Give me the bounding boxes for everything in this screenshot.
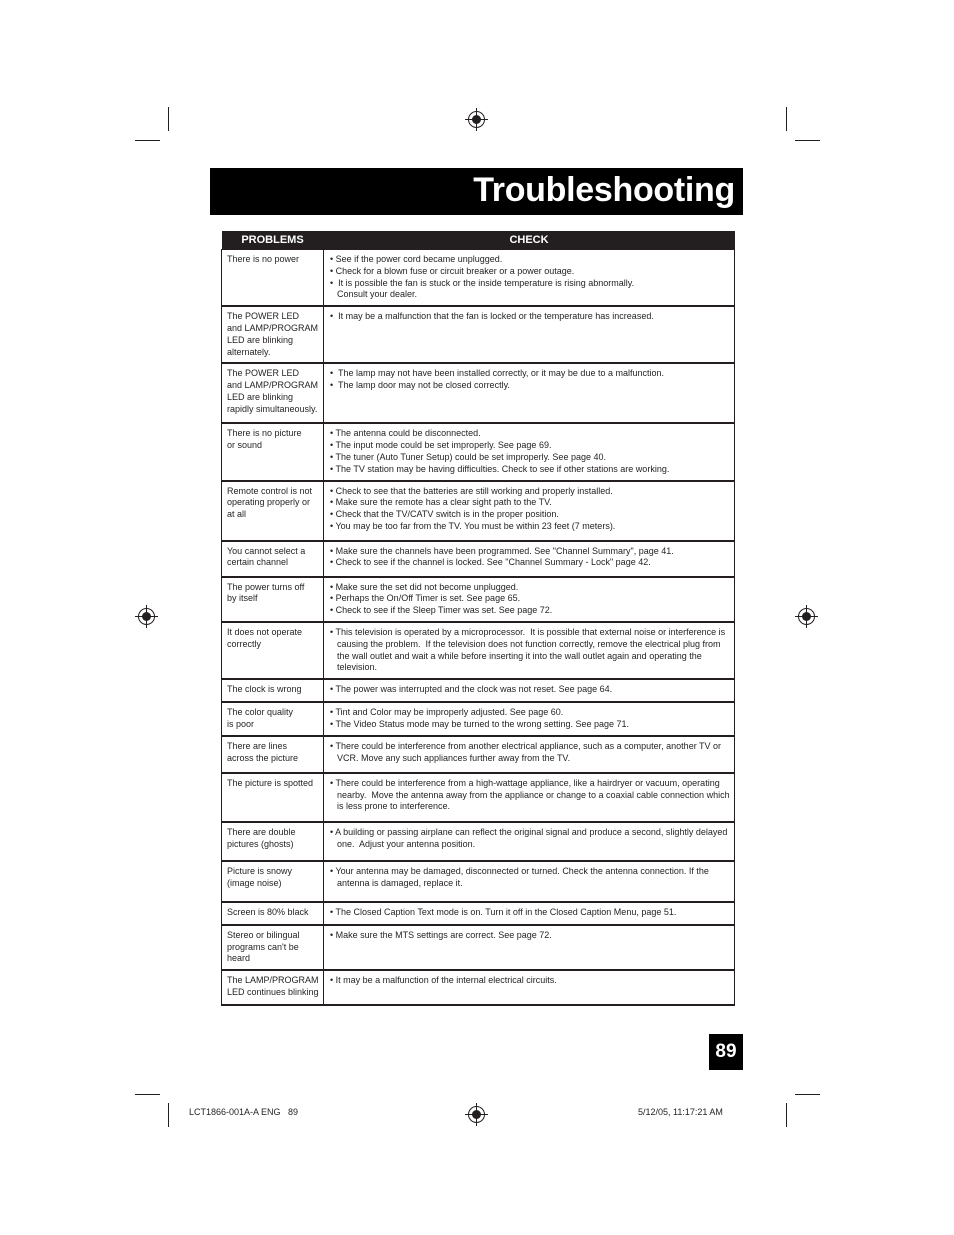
check-header: CHECK bbox=[324, 231, 735, 250]
problem-cell bbox=[222, 679, 324, 702]
problem-cell bbox=[222, 363, 324, 423]
check-cell bbox=[324, 861, 735, 902]
problem-text: Remote control is not operating properly or at all bbox=[227, 485, 313, 520]
check-item: • Make sure the remote has a clear sight path to the TV. bbox=[330, 497, 552, 508]
check-item: • The Video Status mode may be turned to the wrong setting. See page 71. bbox=[330, 718, 630, 729]
table-row bbox=[222, 970, 735, 1005]
problem-cell bbox=[222, 541, 324, 577]
table-row bbox=[222, 861, 735, 902]
registration-mark-icon bbox=[468, 1106, 485, 1123]
check-cell bbox=[324, 679, 735, 702]
crop-mark bbox=[786, 1103, 787, 1127]
problems-header: PROBLEMS bbox=[222, 231, 324, 250]
crop-mark bbox=[135, 140, 160, 141]
table-row bbox=[222, 481, 735, 541]
crop-mark bbox=[795, 140, 820, 141]
problem-text: The POWER LED and LAMP/PROGRAM LED are blinking alternately. bbox=[227, 311, 319, 357]
registration-mark-icon bbox=[468, 111, 485, 128]
check-item: • Check for a blown fuse or circuit breaker or a power outage. bbox=[330, 265, 575, 276]
check-item: • Make sure the set did not become unplugged. bbox=[330, 581, 519, 592]
check-item: • The Closed Caption Text mode is on. Turn it off in the Closed Caption Menu, page 51. bbox=[330, 906, 677, 917]
check-cell bbox=[324, 925, 735, 970]
check-item: • Make sure the MTS settings are correct. See page 72. bbox=[330, 929, 552, 940]
problem-cell bbox=[222, 822, 324, 861]
table-row bbox=[222, 423, 735, 480]
check-item: • It is possible the fan is stuck or the inside temperature is rising abnormally. Consult your dealer. bbox=[330, 277, 635, 300]
problem-text: You cannot select a certain channel bbox=[227, 545, 306, 568]
check-cell bbox=[324, 702, 735, 736]
problem-cell bbox=[222, 736, 324, 773]
registration-mark-icon bbox=[138, 608, 155, 625]
problem-cell bbox=[222, 481, 324, 541]
footer-right: 5/12/05, 11:17:21 AM bbox=[638, 1107, 723, 1117]
crop-mark bbox=[168, 1103, 169, 1127]
check-item: • Check that the TV/CATV switch is in the proper position. bbox=[330, 509, 559, 520]
problem-cell bbox=[222, 861, 324, 902]
problem-cell bbox=[222, 970, 324, 1005]
check-item: • Perhaps the On/Off Timer is set. See page 65. bbox=[330, 593, 521, 604]
table-row bbox=[222, 577, 735, 622]
problem-cell bbox=[222, 902, 324, 925]
table-row bbox=[222, 622, 735, 679]
table-row bbox=[222, 736, 735, 773]
problem-text: There are lines across the picture bbox=[227, 740, 299, 763]
problem-cell bbox=[222, 773, 324, 822]
problem-cell bbox=[222, 250, 324, 307]
check-item: • A building or passing airplane can reflect the original signal and produce a second, slightly delayed one. Adjust your antenna position. bbox=[330, 826, 730, 849]
check-item: • The power was interrupted and the clock was not reset. See page 64. bbox=[330, 684, 613, 695]
problem-cell bbox=[222, 622, 324, 679]
check-cell bbox=[324, 541, 735, 577]
check-item: • It may be a malfunction of the internal electrical circuits. bbox=[330, 975, 557, 986]
problem-cell bbox=[222, 423, 324, 480]
problem-text: The power turns off by itself bbox=[227, 581, 305, 604]
check-item: • There could be interference from a high-wattage appliance, like a hairdryer or vacuum, operating nearby. Move the antenna away from the appliance or change to a coaxial cable connection which is less prone to interference. bbox=[330, 777, 733, 812]
table-row bbox=[222, 541, 735, 577]
check-cell bbox=[324, 363, 735, 423]
problem-cell bbox=[222, 925, 324, 970]
table-row bbox=[222, 250, 735, 307]
check-item: • Tint and Color may be improperly adjusted. See page 60. bbox=[330, 707, 564, 718]
problem-cell bbox=[222, 577, 324, 622]
problem-cell bbox=[222, 306, 324, 363]
check-item: • Make sure the channels have been programmed. See "Channel Summary", page 41. bbox=[330, 545, 674, 556]
problem-text: The POWER LED and LAMP/PROGRAM LED are blinking rapidly simultaneously. bbox=[227, 368, 319, 414]
problem-text: There is no picture or sound bbox=[227, 428, 302, 451]
problem-text: There are double pictures (ghosts) bbox=[227, 826, 296, 849]
check-item: • The TV station may be having difficulties. Check to see if other stations are working. bbox=[330, 463, 670, 474]
problem-text: Stereo or bilingual programs can't be heard bbox=[227, 929, 300, 964]
page-number: 89 bbox=[709, 1034, 743, 1070]
crop-mark bbox=[795, 1094, 820, 1095]
table-row bbox=[222, 902, 735, 925]
check-item: • See if the power cord became unplugged. bbox=[330, 254, 503, 264]
check-item: • It may be a malfunction that the fan is locked or the temperature has increased. bbox=[330, 311, 654, 322]
crop-mark bbox=[135, 1094, 160, 1095]
check-cell bbox=[324, 481, 735, 541]
page-title: Troubleshooting bbox=[473, 171, 735, 209]
table-row bbox=[222, 925, 735, 970]
problem-text: There is no power bbox=[227, 254, 300, 264]
registration-mark-icon bbox=[798, 608, 815, 625]
check-item: • There could be interference from another electrical appliance, such as a computer, another TV or VCR. Move any such appliances further away from the TV. bbox=[330, 740, 724, 763]
footer-left: LCT1866-001A-A ENG 89 bbox=[189, 1107, 299, 1117]
check-item: • The input mode could be set improperly. See page 69. bbox=[330, 440, 552, 451]
problem-text: It does not operate correctly bbox=[227, 626, 303, 649]
table-row bbox=[222, 306, 735, 363]
check-cell bbox=[324, 306, 735, 363]
crop-mark bbox=[786, 107, 787, 131]
troubleshooting-table bbox=[221, 231, 735, 1006]
check-item: • The tuner (Auto Tuner Setup) could be set improperly. See page 40. bbox=[330, 451, 606, 462]
check-item: • The lamp door may not be closed correctly. bbox=[330, 380, 510, 391]
problem-text: The LAMP/PROGRAM LED continues blinking bbox=[227, 975, 319, 997]
table-row bbox=[222, 679, 735, 702]
table-row bbox=[222, 822, 735, 861]
problem-text: The clock is wrong bbox=[227, 684, 302, 695]
problem-text: The color quality is poor bbox=[227, 707, 294, 729]
check-cell bbox=[324, 902, 735, 925]
check-item: • The lamp may not have been installed correctly, or it may be due to a malfunction. bbox=[330, 368, 664, 379]
check-item: • Check to see if the channel is locked. See "Channel Summary - Lock" page 42. bbox=[330, 557, 651, 568]
table-row bbox=[222, 363, 735, 423]
title-bar bbox=[210, 168, 743, 215]
table-row bbox=[222, 773, 735, 822]
problem-text: Picture is snowy (image noise) bbox=[227, 865, 293, 888]
check-item: • Check to see if the Sleep Timer was set. See page 72. bbox=[330, 605, 553, 616]
problem-text: The picture is spotted bbox=[227, 777, 314, 788]
problem-cell bbox=[222, 702, 324, 736]
check-cell bbox=[324, 622, 735, 679]
check-item: • Check to see that the batteries are still working and properly installed. bbox=[330, 485, 613, 496]
check-item: • Your antenna may be damaged, disconnected or turned. Check the antenna connection. If the antenna is damaged, replace it. bbox=[330, 865, 712, 888]
check-item: • You may be too far from the TV. You must be within 23 feet (7 meters). bbox=[330, 520, 616, 531]
check-cell bbox=[324, 577, 735, 622]
crop-mark bbox=[168, 107, 169, 131]
check-cell bbox=[324, 970, 735, 1005]
check-cell bbox=[324, 423, 735, 480]
check-cell bbox=[324, 250, 735, 307]
check-item: • This television is operated by a microprocessor. It is possible that external noise or interference is causing the problem. If the television does not function correctly, remove the electrical plug from the wall outlet and wait a while before inserting it into the wall outlet again and operating the television. bbox=[330, 626, 728, 673]
check-cell bbox=[324, 773, 735, 822]
check-item: • The antenna could be disconnected. bbox=[330, 428, 481, 439]
problem-text: Screen is 80% black bbox=[227, 906, 309, 917]
check-cell bbox=[324, 822, 735, 861]
check-cell bbox=[324, 736, 735, 773]
table-row bbox=[222, 702, 735, 736]
